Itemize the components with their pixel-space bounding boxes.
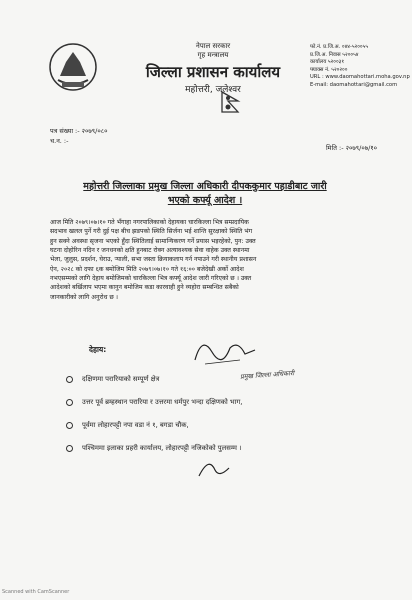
- bullet-icon: [66, 376, 73, 383]
- body-line: आज मिति २०७९।०७।१० गते भँगाहा नगरपालिकाको देहायका चारकिल्ला भित्र सम्प्रदायिक: [50, 219, 249, 226]
- initial-mark: [195, 452, 235, 484]
- signatory-designation: प्रमुख जिल्ला अधिकारी: [239, 369, 295, 381]
- flag-stamp-icon: [219, 90, 241, 116]
- ministry-label: गृह मन्त्रालय: [197, 51, 229, 59]
- boundary-text: उत्तर पूर्व ब्रम्हस्थान परारिया र उत्तरमा धर्मपुर भन्दा दक्षिणको भाग,: [82, 398, 243, 406]
- dispatch-number: च.न. :-: [50, 137, 69, 145]
- signature: [190, 330, 260, 370]
- body-line: आदेशको बर्खिलाप भएमा कानुन बमोजिम कडा कारवाही हुने व्यहोरा सम्बन्धित सबैको: [50, 284, 239, 292]
- boundary-item: [66, 375, 159, 384]
- scanner-watermark: Scanned with CamScanner: [2, 589, 70, 595]
- letterhead: [128, 42, 298, 96]
- body-line: भेला, जुलुस, प्रदर्शन, घेराउ, ऱ्याली, सभा जस्ता क्रियाकलाप गर्न नपाउने गरी स्थानीय प्रशासन: [50, 256, 257, 264]
- order-body: [50, 218, 390, 302]
- title-line: भएको कर्फ्यू आदेश ।: [167, 195, 243, 206]
- contact-email: E-mail: daomahottari@gmail.com: [310, 81, 398, 88]
- letter-date: मिति :- २०७९/०७/१०: [326, 144, 378, 152]
- office-location: महोत्तरी, जलेश्वर: [185, 85, 241, 95]
- bullet-icon: [66, 399, 73, 406]
- body-line: हुन सक्ने अवस्था सृजना भएको हुँदा स्थितिलाई सामान्यिकरण गर्ने प्रयास भइरहेको, पुन: उक्त: [50, 237, 256, 245]
- document-title: [40, 180, 370, 208]
- boundary-item: [66, 421, 189, 430]
- boundary-text: पूर्वमा लोहारपट्टी नपा वडा नं १, बगडा चौक,: [82, 421, 189, 429]
- boundary-item: [66, 398, 242, 407]
- title-line: महोत्तरी जिल्लाका प्रमुख जिल्ला अधिकारी दीपककुमार पहाडीबाट जारी: [83, 181, 327, 192]
- boundary-text: पश्चिममा इलाका प्रहरी कार्यालय, लोहारपट्टी नजिकोको पुलसम्म ।: [82, 444, 242, 452]
- contact-url: URL : www.daomahottari.moha.gov.np: [310, 74, 410, 81]
- body-line: ऐन, २०२८ को दफा ६क बमोजिम मिति २०७९।०७।१० गते १६:०० बजेदेखी अर्को आदेश: [50, 265, 244, 273]
- contact-line: फ्याक्स नं. ५२०२००: [310, 66, 348, 73]
- letter-number: पत्र संख्या :- २०७९/०८०: [50, 127, 108, 135]
- dehay-label: देहाय:: [89, 345, 107, 354]
- boundary-text: दक्षिणमा परारियाको सम्पूर्ण क्षेत्र: [82, 375, 160, 383]
- contact-line: प्र.जि.अ. निवास ५२००५४: [310, 51, 359, 58]
- body-line: घटना दोहोरिन नदिन र जनधनको क्षति हुनबाट रोक्न अत्यावश्यक सेवा वाहेक उक्त स्थानमा: [50, 247, 250, 255]
- contact-block: [310, 44, 410, 90]
- nepal-emblem-icon: [48, 40, 98, 94]
- bullet-icon: [66, 445, 73, 452]
- body-line: जानकारीको लागि अनुरोध छ ।: [50, 293, 119, 301]
- office-name: जिल्ला प्रशासन कार्यालय: [145, 63, 281, 81]
- body-line: नभएसम्मको लागि देहाय बमोजिमको चारकिल्ला भित्र कर्फ्यू आदेश जारी गरिएको छ । उक्त: [50, 275, 252, 283]
- government-label: नेपाल सरकार: [195, 42, 231, 50]
- contact-line: कार्यालय ५२००३१: [310, 59, 345, 66]
- contact-line: फो.नं. प्र.जि.अ. ०४४-५२००५५: [310, 44, 369, 50]
- body-line: सदभाव खलल पुर्ने गरी दुई पक्ष बीच झडपको स्थिति सिर्जना भई शान्ति सुरक्षाको स्थिति भंग: [50, 228, 253, 236]
- bullet-icon: [66, 422, 73, 429]
